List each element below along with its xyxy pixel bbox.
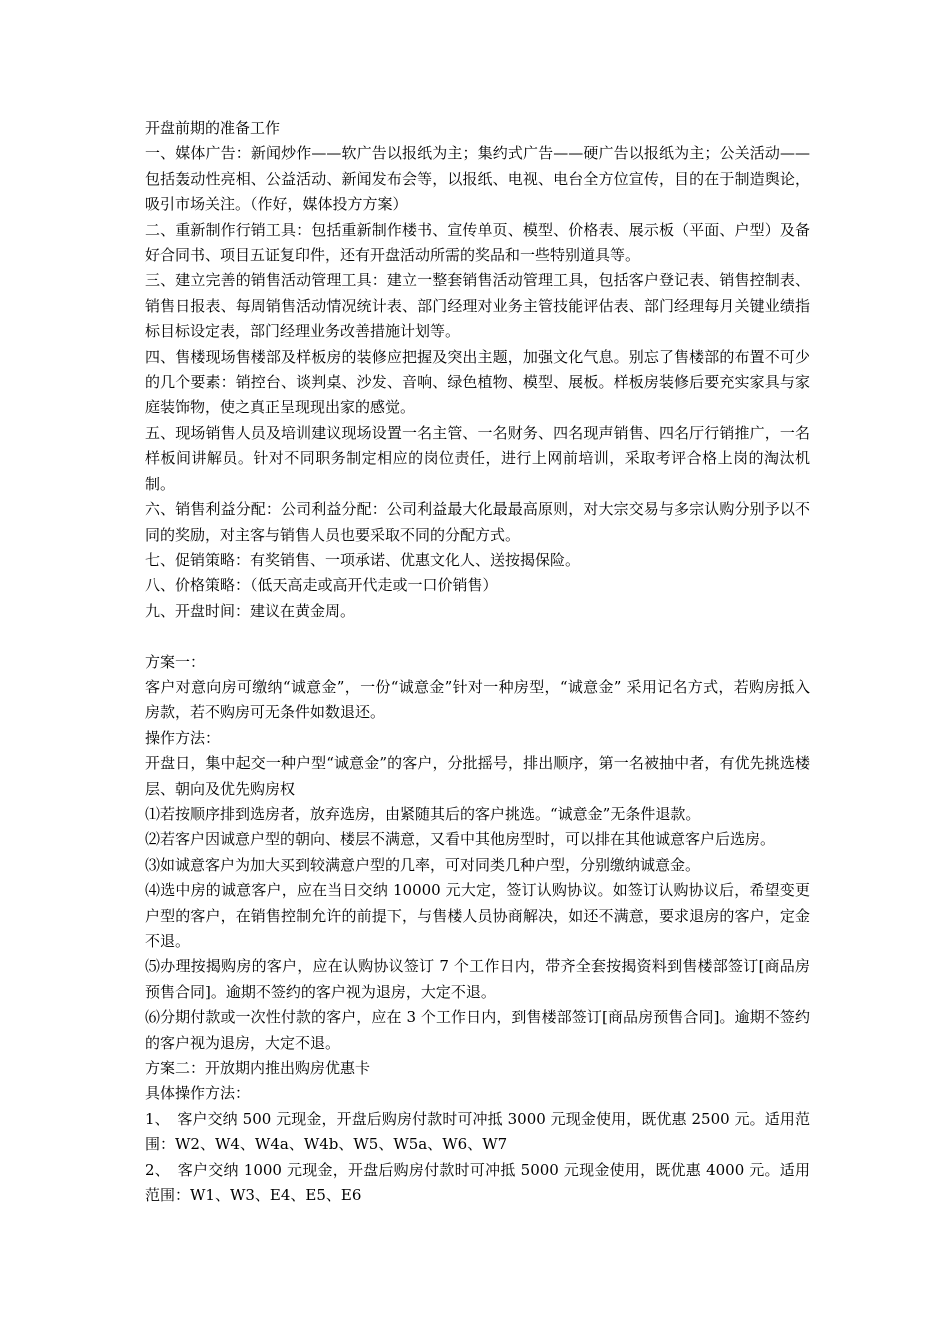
plan2-item-2: 2、 客户交纳 1000 元现金，开盘后购房付款时可冲抵 5000 元现金使用，既优惠 4000 元。适用范围：W1、W3、E4、E5、E6 [145,1160,810,1205]
prep-item-6: 六、销售利益分配：公司利益分配：公司利益最大化最最高原则，对大宗交易与多宗认购分别予以不同的奖励，对主客与销售人员也要采取不同的分配方式。 [145,500,810,544]
prep-item-7: 七、促销策略：有奖销售、一项承诺、优惠文化人、送按揭保险。 [145,550,581,569]
plan1-heading: 方案一： [145,652,206,671]
plan2-item-1: 1、 客户交纳 500 元现金，开盘后购房付款时可冲抵 3000 元现金使用，既优惠 2500 元。适用范围：W2、W4、W4a、W4b、W5、W5a、W6、W7 [145,1109,810,1154]
prep-item-4: 四、售楼现场售楼部及样板房的装修应把握及突出主题，加强文化气息。别忘了售楼部的布置不可少的几个要素：销控台、谈判桌、沙发、音响、绿色植物、模型、展板。样板房装修后要充实家具与家庭装饰物，使之真正呈现现出家的感觉。 [145,347,810,417]
prep-item-8: 八、价格策略：（低天高走或高开代走或一口价销售） [145,576,498,595]
plan1-step-4: ⑷选中房的诚意客户，应在当日交纳 10000 元大定，签订认购协议。如签订认购协议后，希望变更户型的客户，在销售控制允许的前提下，与售楼人员协商解决，如还不满意，要求退房的客户，定金不退。 [145,881,810,950]
plan1-method-heading: 操作方法： [145,728,221,747]
prep-item-3: 三、建立完善的销售活动管理工具：建立一整套销售活动管理工具，包括客户登记表、销售控制表、销售日报表、每周销售活动情况统计表、部门经理对业务主管技能评估表、部门经理每月关键业绩指标目标设定表，部门经理业务改善措施计划等。 [145,271,810,341]
plan2-method-heading: 具体操作方法： [145,1084,251,1103]
plan1-step-1: ⑴若按顺序排到选房者，放弃选房，由紧随其后的客户挑选。“诚意金”无条件退款。 [145,804,701,823]
document-body [145,116,810,1208]
plan1-method-intro: 开盘日，集中起交一种户型“诚意金”的客户，分批摇号，排出顺序，第一名被抽中者，有优先挑选楼层、朝向及优先购房权 [145,754,810,798]
prep-item-1: 一、媒体广告：新闻炒作——软广告以报纸为主；集约式广告——硬广告以报纸为主；公关活动——包括轰动性亮相、公益活动、新闻发布会等，以报纸、电视、电台全方位宣传，目的在于制造舆论，吸引市场关注。（作好，媒体投方方案） [145,144,810,214]
document-title: 开盘前期的准备工作 [145,119,281,137]
plan2-heading: 方案二：开放期内推出购房优惠卡 [145,1059,371,1078]
plan1-intro: 客户对意向房可缴纳“诚意金”，一份“诚意金”针对一种房型，“诚意金” 采用记名方式，若购房抵入房款，若不购房可无条件如数退还。 [145,677,810,722]
plan1-step-6: ⑹分期付款或一次性付款的客户，应在 3 个工作日内，到售楼部签订[商品房预售合同]。逾期不签约的客户视为退房，大定不退。 [145,1008,810,1052]
plan1-step-5: ⑸办理按揭购房的客户，应在认购协议签订 7 个工作日内，带齐全套按揭资料到售楼部签订[商品房预售合同]。逾期不签约的客户视为退房，大定不退。 [145,957,810,1001]
plan1-step-3: ⑶如诚意客户为加大买到较满意户型的几率，可对同类几种户型，分别缴纳诚意金。 [145,855,701,874]
paragraph-spacer [145,624,810,649]
prep-item-2: 二、重新制作行销工具：包括重新制作楼书、宣传单页、模型、价格表、展示板（平面、户型）及备好合同书、项目五证复印件，还有开盘活动所需的奖品和一些特别道具等。 [145,220,810,265]
plan1-step-2: ⑵若客户因诚意户型的朝向、楼层不满意，又看中其他房型时，可以排在其他诚意客户后选房。 [145,830,776,849]
prep-item-9: 九、开盘时间：建议在黄金周。 [145,601,356,620]
prep-item-5: 五、现场销售人员及培训建议现场设置一名主管、一名财务、四名现声销售、四名厅行销推广，一名样板间讲解员。针对不同职务制定相应的岗位责任，进行上网前培训，采取考评合格上岗的淘汰机制。 [145,423,810,493]
